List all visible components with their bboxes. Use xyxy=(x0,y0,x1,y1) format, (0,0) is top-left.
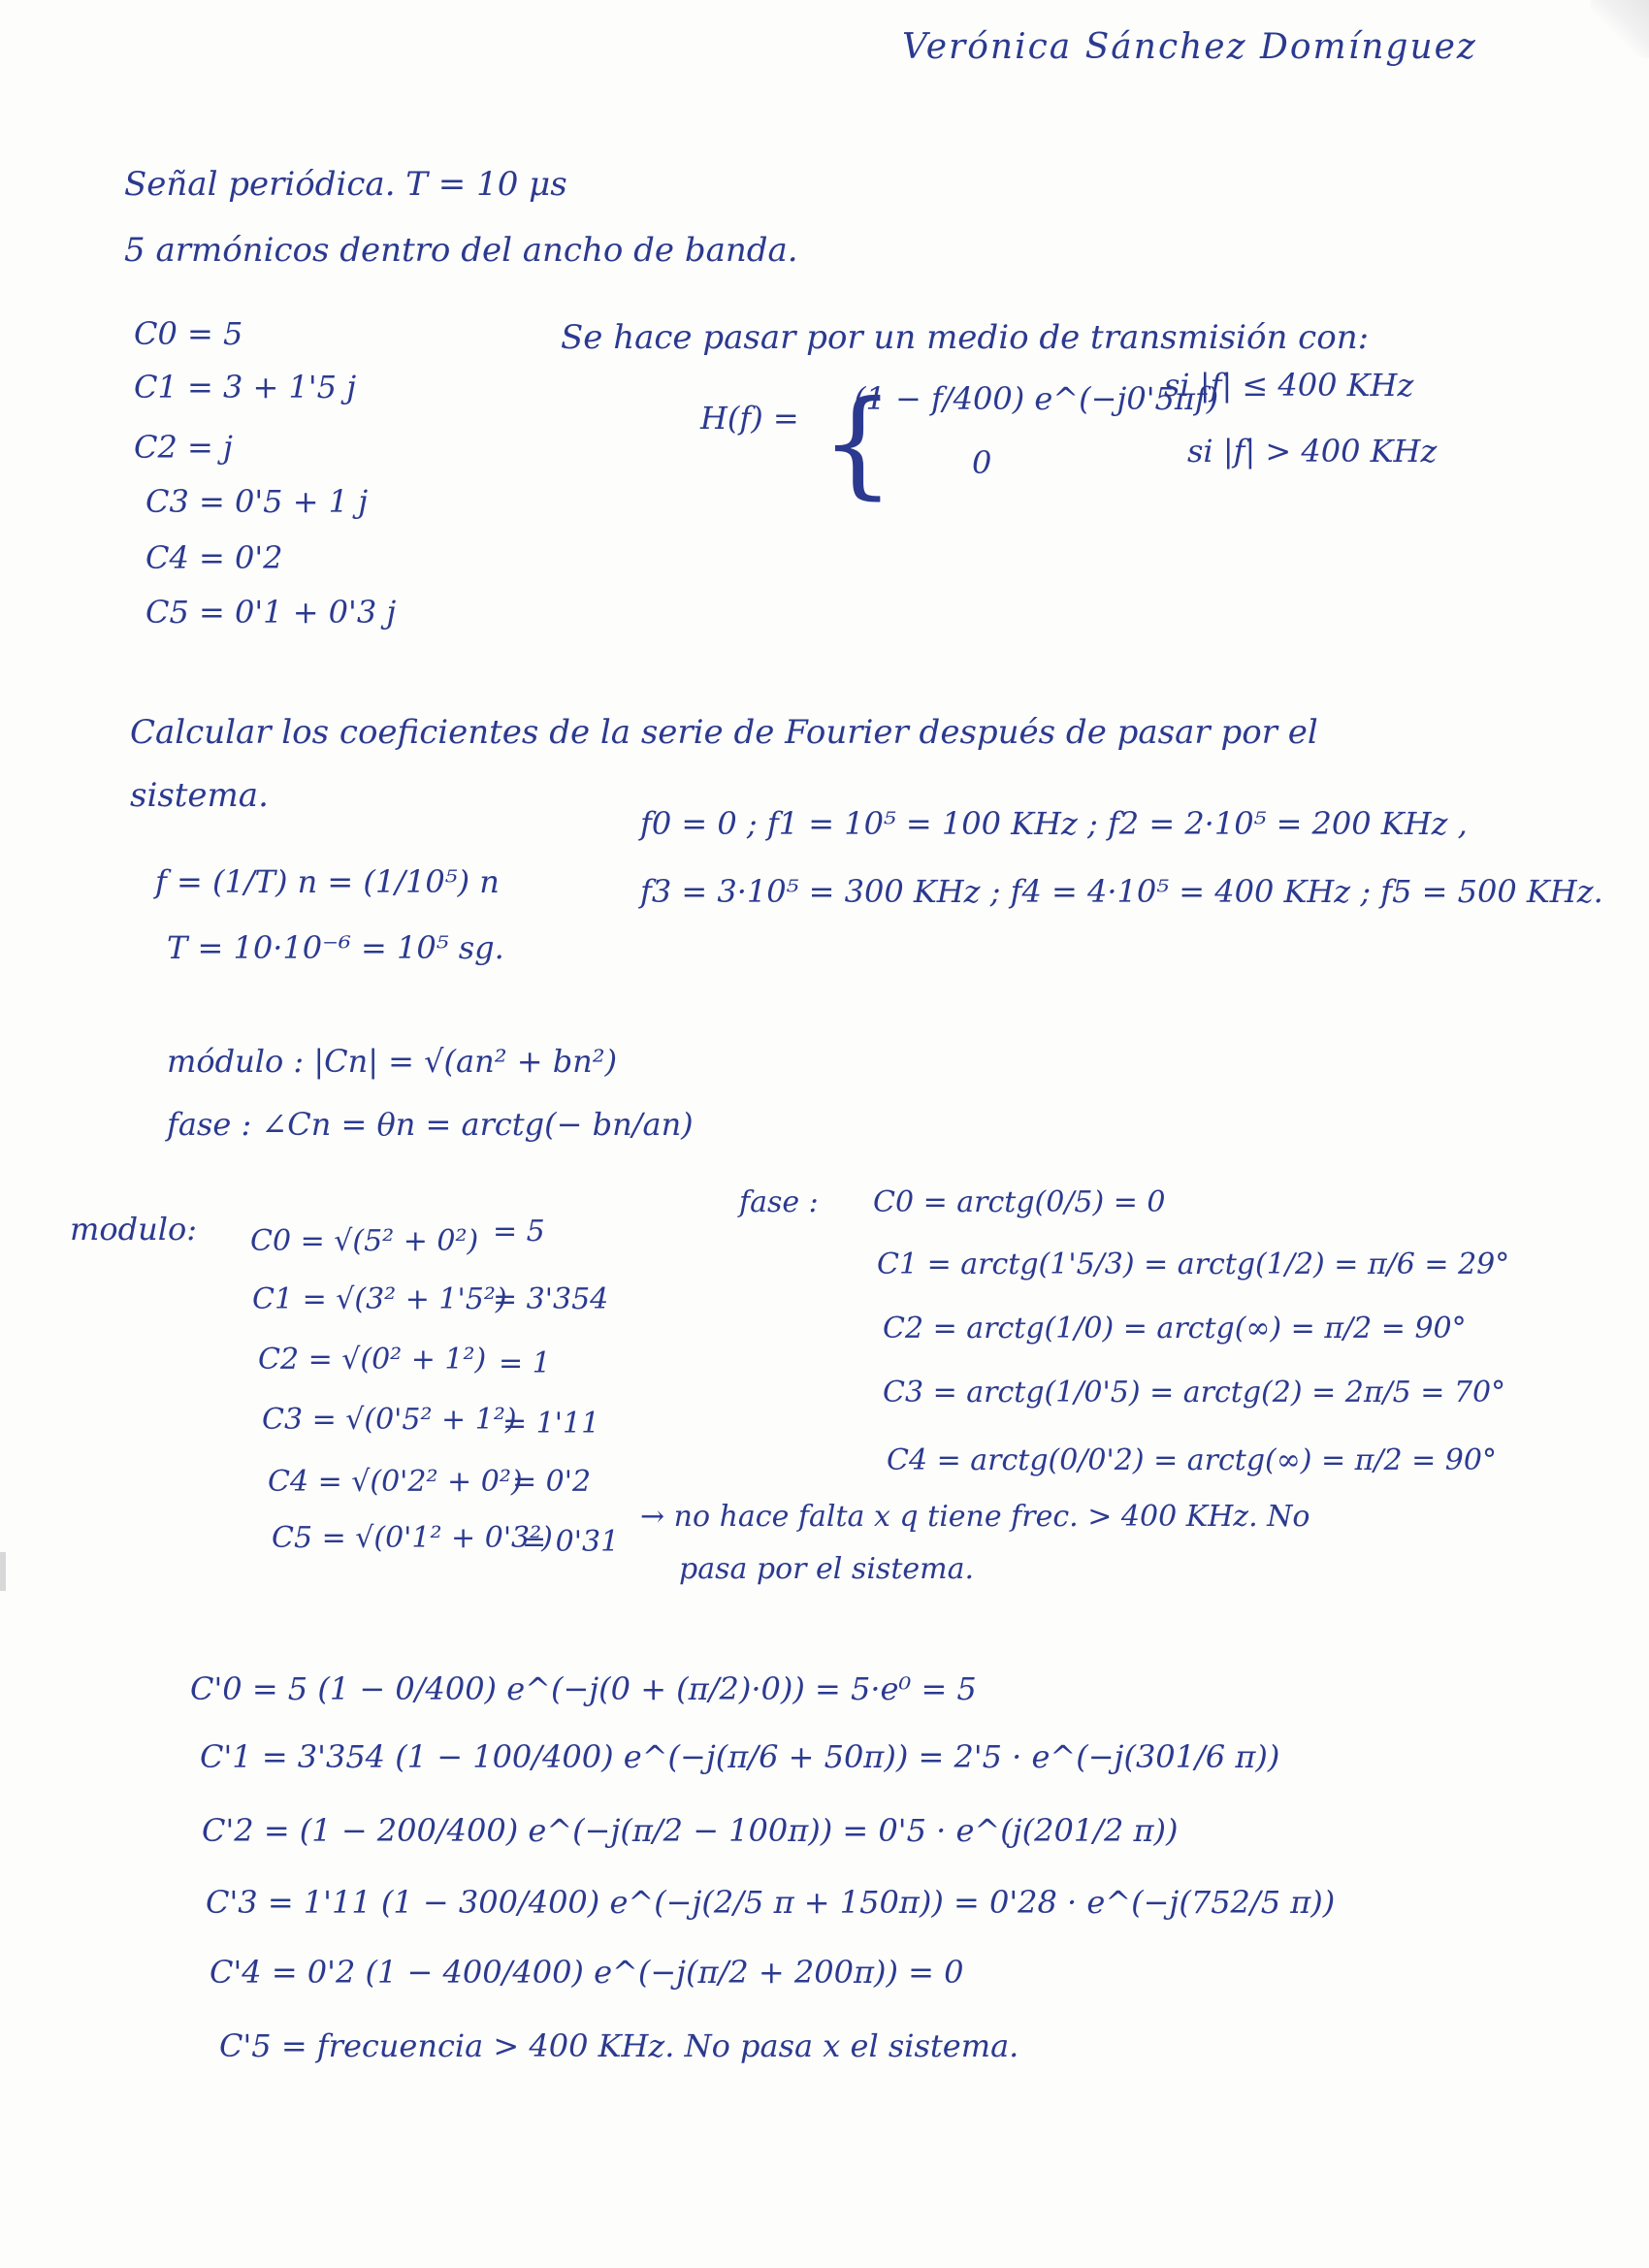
medium-intro: Se hace pasar por un medio de transmisión con: xyxy=(561,318,1370,357)
output-coefficient-c5: C'5 = frecuencia > 400 KHz. No pasa x el sistema. xyxy=(219,2027,1019,2064)
frequency-list-2: f3 = 3·10⁵ = 300 KHz ; f4 = 4·10⁵ = 400 KHz ; f5 = 500 KHz. xyxy=(640,873,1603,910)
frequency-formula: f = (1/T) n = (1/10⁵) n xyxy=(155,863,500,900)
modulo-expression: C3 = √(0'5² + 1²) xyxy=(262,1403,517,1437)
modulo-value: = 0'31 xyxy=(522,1525,620,1559)
coefficient-c2: C2 = j xyxy=(134,429,233,466)
author-name: Verónica Sánchez Domínguez xyxy=(902,27,1477,67)
output-coefficient-c4: C'4 = 0'2 (1 − 400/400) e^(−j(π/2 + 200π)) = 0 xyxy=(210,1954,964,1991)
modulo-expression: C4 = √(0'2² + 0²) xyxy=(268,1465,523,1499)
modulo-value: = 1 xyxy=(499,1346,551,1380)
modulo-expression: C2 = √(0² + 1²) xyxy=(258,1343,487,1377)
piecewise-brace: { xyxy=(821,376,895,511)
modulo-value: = 5 xyxy=(493,1215,545,1248)
modulo-expression: C0 = √(5² + 0²) xyxy=(250,1224,479,1258)
coefficient-c5: C5 = 0'1 + 0'3 j xyxy=(146,594,397,631)
coefficient-c3: C3 = 0'5 + 1 j xyxy=(146,483,369,520)
fase-heading: fase : xyxy=(739,1185,819,1219)
harmonics-description: 5 armónicos dentro del ancho de banda. xyxy=(124,231,798,270)
fase-row: C2 = arctg(1/0) = arctg(∞) = π/2 = 90° xyxy=(883,1312,1467,1345)
modulo-value: = 3'354 xyxy=(493,1282,609,1316)
transfer-case-2: 0 xyxy=(972,444,992,481)
task-line-2: sistema. xyxy=(130,776,269,815)
output-coefficient-c2: C'2 = (1 − 200/400) e^(−j(π/2 − 100π)) = 0'5 · e^(j(201/2 π)) xyxy=(202,1812,1179,1849)
output-coefficient-c1: C'1 = 3'354 (1 − 100/400) e^(−j(π/6 + 50π)) = 2'5 · e^(−j(301/6 π)) xyxy=(200,1738,1280,1775)
fase-definition: fase : ∠Cn = θn = arctg(− bn/an) xyxy=(167,1106,694,1143)
frequency-list-1: f0 = 0 ; f1 = 10⁵ = 100 KHz ; f2 = 2·10⁵ = 200 KHz , xyxy=(640,805,1468,842)
signal-description: Señal periódica. T = 10 μs xyxy=(124,165,567,204)
task-line-1: Calcular los coeficientes de la serie de Fourier después de pasar por el xyxy=(130,713,1318,752)
transfer-case-1: (1 − f/400) e^(−j0'5πf) xyxy=(854,380,1219,417)
c5-note-line-2: pasa por el sistema. xyxy=(679,1552,974,1586)
modulo-value: = 0'2 xyxy=(512,1465,592,1499)
fase-row: C1 = arctg(1'5/3) = arctg(1/2) = π/6 = 29° xyxy=(877,1247,1510,1281)
output-coefficient-c3: C'3 = 1'11 (1 − 300/400) e^(−j(2/5 π + 150π)) = 0'28 · e^(−j(752/5 π)) xyxy=(206,1884,1336,1921)
output-coefficient-c0: C'0 = 5 (1 − 0/400) e^(−j(0 + (π/2)·0)) = 5·e⁰ = 5 xyxy=(190,1670,977,1707)
fase-row: C3 = arctg(1/0'5) = arctg(2) = 2π/5 = 70° xyxy=(883,1376,1506,1409)
fase-row: C4 = arctg(0/0'2) = arctg(∞) = π/2 = 90° xyxy=(887,1443,1497,1477)
transfer-condition-2: si |f| > 400 KHz xyxy=(1187,433,1438,470)
modulo-value: = 1'11 xyxy=(502,1407,600,1441)
modulo-definition: módulo : |Cn| = √(an² + bn²) xyxy=(167,1043,618,1080)
scan-punch-mark xyxy=(0,1552,6,1591)
period-value: T = 10·10⁻⁶ = 10⁵ sg. xyxy=(167,929,504,966)
fase-row: C0 = arctg(0/5) = 0 xyxy=(873,1185,1166,1219)
transfer-function-label: H(f) = xyxy=(700,400,799,437)
coefficient-c1: C1 = 3 + 1'5 j xyxy=(134,369,357,405)
c5-note-line-1: → no hace falta x q tiene frec. > 400 KHz. No xyxy=(640,1500,1310,1534)
modulo-expression: C1 = √(3² + 1'5²) xyxy=(252,1282,507,1316)
modulo-heading: modulo: xyxy=(70,1211,197,1247)
scan-corner-shadow xyxy=(1591,0,1649,58)
coefficient-c0: C0 = 5 xyxy=(134,315,243,352)
modulo-expression: C5 = √(0'1² + 0'3²) xyxy=(272,1521,553,1555)
transfer-condition-1: si |f| ≤ 400 KHz xyxy=(1164,367,1414,404)
coefficient-c4: C4 = 0'2 xyxy=(146,539,283,576)
